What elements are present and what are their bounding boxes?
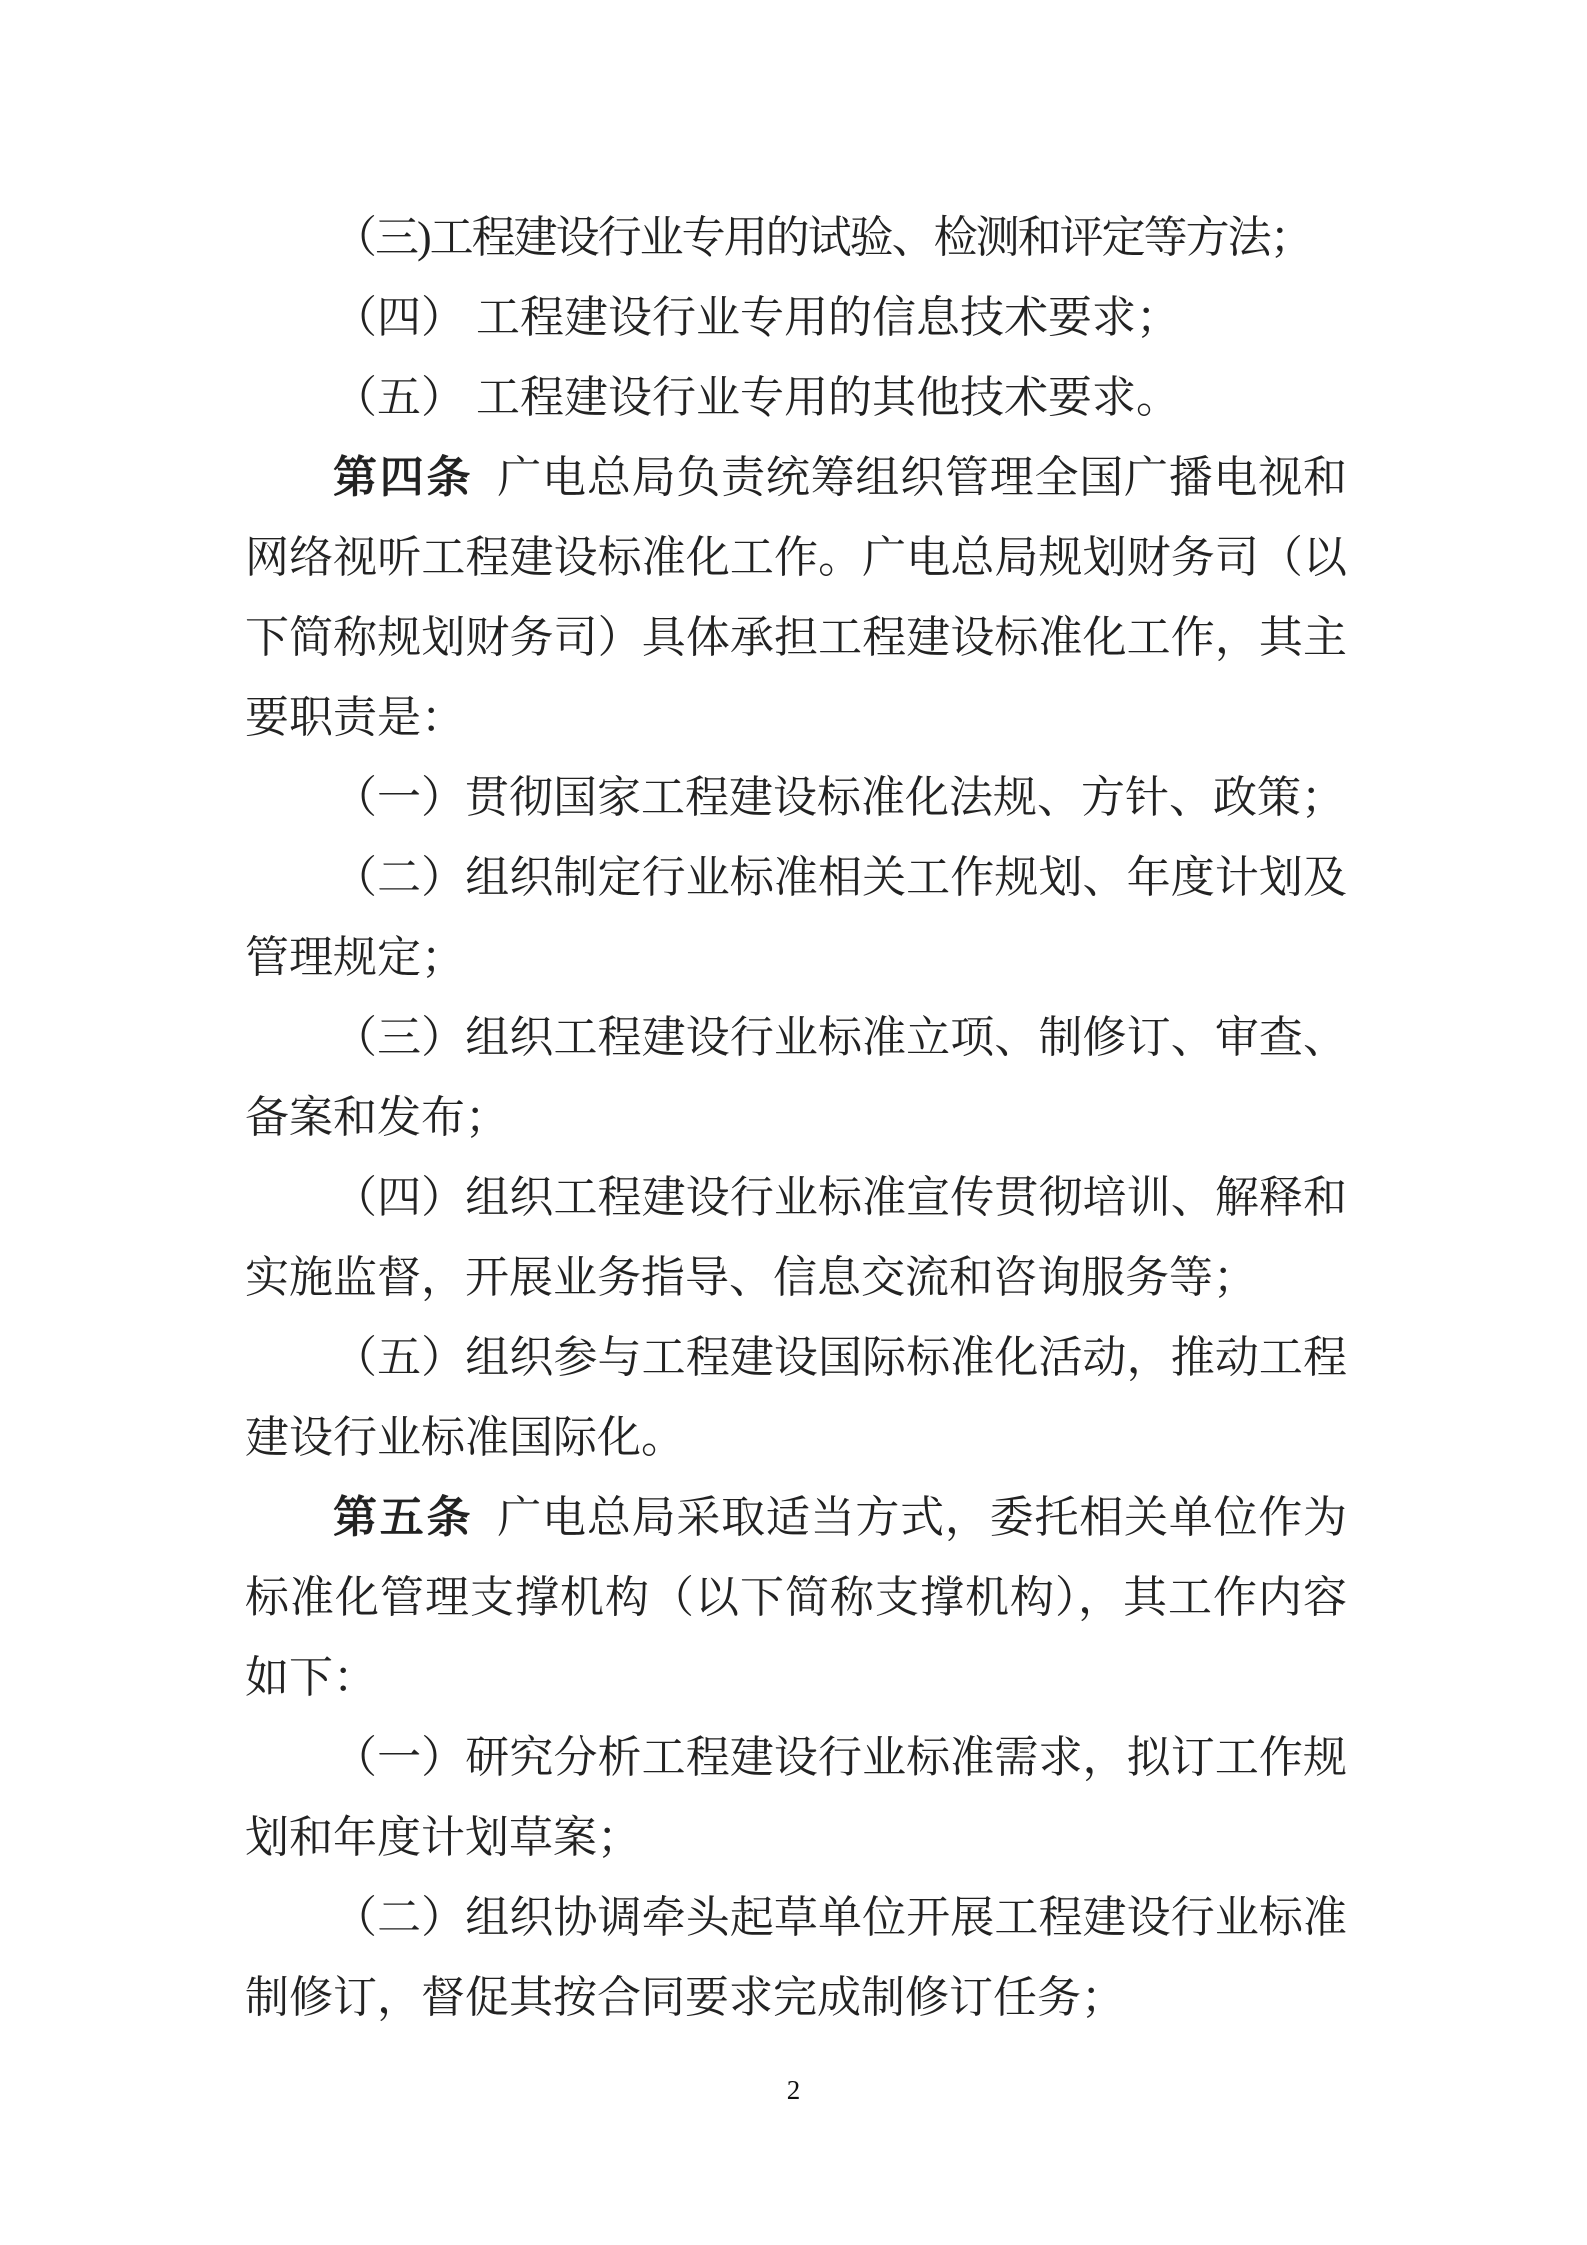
text-line: （五） 工程建设行业专用的其他技术要求。 bbox=[333, 373, 1180, 422]
document-body bbox=[245, 198, 1347, 2038]
text-line: 如下： bbox=[245, 1653, 377, 1702]
article-text: 广电总局采取适当方式，委托相关单位作为 bbox=[497, 1493, 1348, 1542]
article-heading-line bbox=[245, 1478, 1347, 1558]
text-line: （二）组织协调牵头起草单位开展工程建设行业标准 bbox=[333, 1893, 1347, 1942]
article-heading-line bbox=[245, 438, 1347, 518]
text-line: 网络视听工程建设标准化工作。广电总局规划财务司（以 bbox=[245, 533, 1347, 582]
text-line: 划和年度计划草案； bbox=[245, 1813, 641, 1862]
text-line: （四） 工程建设行业专用的信息技术要求； bbox=[333, 293, 1180, 342]
article-number: 第五条 bbox=[333, 1493, 474, 1542]
article-text: 广电总局负责统筹组织管理全国广播电视和 bbox=[497, 453, 1348, 502]
article-number: 第四条 bbox=[333, 453, 474, 502]
text-line: 下简称规划财务司）具体承担工程建设标准化工作，其主 bbox=[245, 613, 1347, 662]
text-line: 管理规定； bbox=[245, 933, 465, 982]
text-line: 制修订，督促其按合同要求完成制修订任务； bbox=[245, 1973, 1125, 2022]
text-line: （一）研究分析工程建设行业标准需求，拟订工作规 bbox=[333, 1733, 1347, 1782]
text-line: （一）贯彻国家工程建设标准化法规、方针、政策； bbox=[333, 773, 1345, 822]
text-line: （三）组织工程建设行业标准立项、制修订、审查、 bbox=[333, 1013, 1347, 1062]
text-line: 备案和发布； bbox=[245, 1093, 509, 1142]
text-line: （二）组织制定行业标准相关工作规划、年度计划及 bbox=[333, 853, 1347, 902]
text-line: （五）组织参与工程建设国际标准化活动，推动工程 bbox=[333, 1333, 1347, 1382]
text-line: 标准化管理支撑机构（以下简称支撑机构），其工作内容 bbox=[245, 1573, 1347, 1622]
page-number: 2 bbox=[786, 2075, 801, 2105]
text-line: （三)工程建设行业专用的试验、检测和评定等方法； bbox=[333, 213, 1312, 262]
text-line: 建设行业标准国际化。 bbox=[245, 1413, 685, 1462]
text-line: 要职责是： bbox=[245, 693, 465, 742]
text-line: （四）组织工程建设行业标准宣传贯彻培训、解释和 bbox=[333, 1173, 1347, 1222]
text-line: 实施监督，开展业务指导、信息交流和咨询服务等； bbox=[245, 1253, 1257, 1302]
